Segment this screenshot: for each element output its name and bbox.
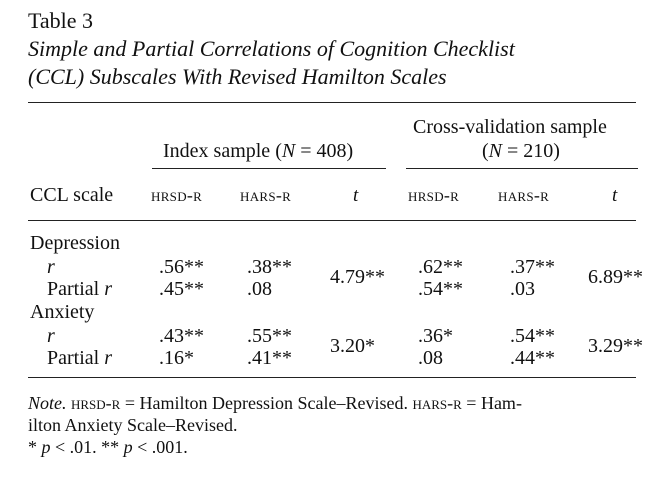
column-header-hrsd-cross: hrsd-r xyxy=(408,185,460,205)
row-label-partial-r: Partial r xyxy=(47,347,113,369)
column-header-hars-index: hars-r xyxy=(240,185,292,205)
header-rule xyxy=(28,220,636,221)
table-cell: .55** xyxy=(247,325,292,347)
section-anxiety: Anxiety xyxy=(30,301,95,323)
t-value-cross-depression: 6.89** xyxy=(588,266,643,288)
table-cell: .44** xyxy=(510,347,555,369)
cross-validation-underline xyxy=(406,168,638,169)
table-cell: .54** xyxy=(418,278,463,300)
row-label-r: r xyxy=(47,256,55,278)
table-cell: .37** xyxy=(510,256,555,278)
note-line-2: ilton Anxiety Scale–Revised. xyxy=(28,415,238,435)
table-cell: .36* xyxy=(418,325,453,347)
stub-header: CCL scale xyxy=(30,184,114,206)
table-cell: .08 xyxy=(247,278,272,300)
significance-note: * p < .01. ** p < .001. xyxy=(28,437,188,457)
column-header-hars-cross: hars-r xyxy=(498,185,550,205)
cross-validation-header-line-2: (N = 210) xyxy=(482,140,560,162)
table-cell: .03 xyxy=(510,278,535,300)
table-cell: .41** xyxy=(247,347,292,369)
cross-validation-header-line-1: Cross-validation sample xyxy=(413,116,607,138)
t-value-cross-anxiety: 3.29** xyxy=(588,335,643,357)
t-value-index-anxiety: 3.20* xyxy=(330,335,375,357)
table-label: Table 3 xyxy=(28,8,94,33)
bottom-rule xyxy=(28,377,636,378)
table-cell: .43** xyxy=(159,325,204,347)
index-sample-underline xyxy=(152,168,386,169)
column-header-hrsd-index: hrsd-r xyxy=(151,185,203,205)
note-line-1: Note. hrsd-r = Hamilton Depression Scale–Revised. hars-r = Ham- xyxy=(28,393,522,413)
column-header-t-index: t xyxy=(353,185,359,206)
row-label-partial-r: Partial r xyxy=(47,278,113,300)
row-label-r: r xyxy=(47,325,55,347)
table-cell: .56** xyxy=(159,256,204,278)
t-value-index-depression: 4.79** xyxy=(330,266,385,288)
top-rule xyxy=(28,102,636,103)
table-cell: .38** xyxy=(247,256,292,278)
table-caption-line-1: Simple and Partial Correlations of Cognition Checklist xyxy=(28,36,515,61)
table-cell: .62** xyxy=(418,256,463,278)
table-cell: .45** xyxy=(159,278,204,300)
table-caption-line-2: (CCL) Subscales With Revised Hamilton Scales xyxy=(28,64,447,89)
table-cell: .16* xyxy=(159,347,194,369)
column-header-t-cross: t xyxy=(612,185,618,206)
table-cell: .54** xyxy=(510,325,555,347)
table-cell: .08 xyxy=(418,347,443,369)
section-depression: Depression xyxy=(30,232,120,254)
index-sample-header: Index sample (N = 408) xyxy=(163,140,354,162)
